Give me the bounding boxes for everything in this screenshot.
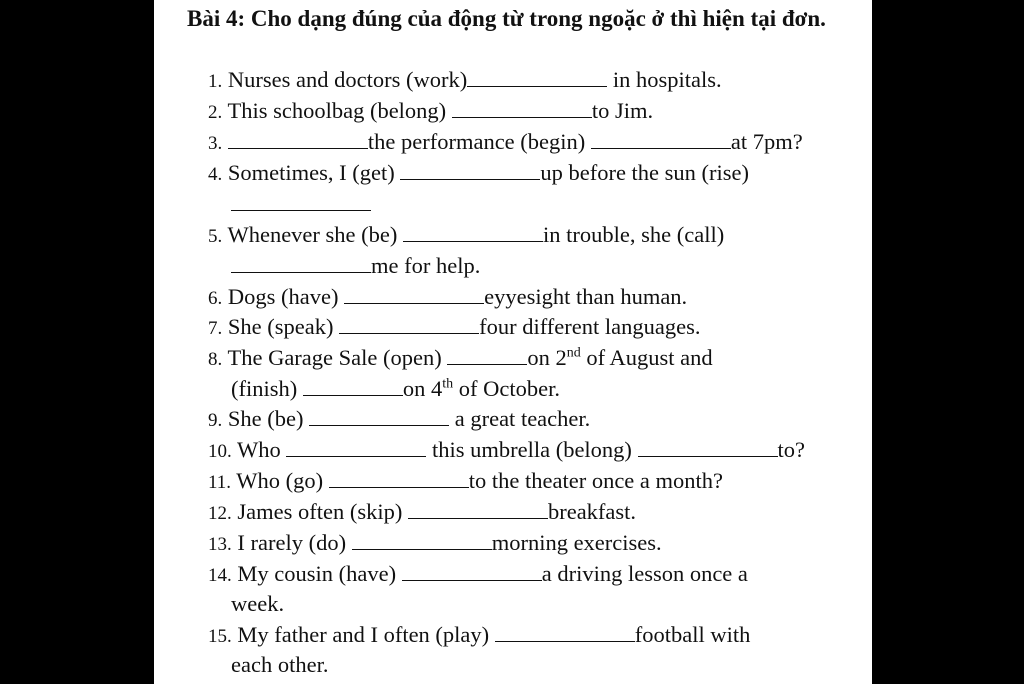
answer-blank[interactable] xyxy=(467,66,607,87)
answer-blank[interactable] xyxy=(452,97,592,118)
exercise-item-4-continued xyxy=(231,190,371,218)
item-number: 2. xyxy=(208,102,223,123)
exercise-item-7: 7. She (speak) four different languages. xyxy=(208,314,701,339)
answer-blank[interactable] xyxy=(408,498,548,519)
answer-blank[interactable] xyxy=(231,190,371,211)
exercise-item-8: 8. The Garage Sale (open) on 2nd of August and xyxy=(208,345,713,370)
answer-blank[interactable] xyxy=(447,344,527,365)
item-number: 1. xyxy=(208,71,223,92)
answer-blank[interactable] xyxy=(309,405,449,426)
exercise-item-14-continued: week. xyxy=(231,591,285,616)
answer-blank[interactable] xyxy=(638,436,778,457)
answer-blank[interactable] xyxy=(495,621,635,642)
exercise-item-6: 6. Dogs (have) eyyesight than human. xyxy=(208,284,688,309)
answer-blank[interactable] xyxy=(303,375,403,396)
exercise-title: Bài 4: Cho dạng đúng của động từ trong ngoặc ở thì hiện tại đơn. xyxy=(187,6,826,31)
exercise-item-14: 14. My cousin (have) a driving lesson once a xyxy=(208,561,748,586)
exercise-item-5-continued: me for help. xyxy=(231,252,480,280)
exercise-item-8-continued: (finish) on 4th of October. xyxy=(231,376,560,401)
item-number: 10. xyxy=(208,441,232,462)
exercise-item-1: 1. Nurses and doctors (work) in hospitals. xyxy=(208,67,722,92)
exercise-item-15-continued: each other. xyxy=(231,652,329,677)
item-number: 6. xyxy=(208,288,223,309)
item-number: 3. xyxy=(208,133,223,154)
answer-blank[interactable] xyxy=(286,436,426,457)
item-number: 4. xyxy=(208,164,223,185)
exercise-item-15: 15. My father and I often (play) football with xyxy=(208,622,751,647)
answer-blank[interactable] xyxy=(403,221,543,242)
exercise-item-5: 5. Whenever she (be) in trouble, she (call) xyxy=(208,222,725,247)
exercise-item-13: 13. I rarely (do) morning exercises. xyxy=(208,530,662,555)
answer-blank[interactable] xyxy=(400,159,540,180)
item-number: 13. xyxy=(208,534,232,555)
item-number: 9. xyxy=(208,410,223,431)
item-number: 11. xyxy=(208,472,232,493)
exercise-item-4: 4. Sometimes, I (get) up before the sun (rise) xyxy=(208,160,750,185)
answer-blank[interactable] xyxy=(344,283,484,304)
exercise-item-9: 9. She (be) a great teacher. xyxy=(208,406,591,431)
answer-blank[interactable] xyxy=(402,560,542,581)
item-number: 8. xyxy=(208,349,223,370)
answer-blank[interactable] xyxy=(339,313,479,334)
item-number: 12. xyxy=(208,503,232,524)
answer-blank[interactable] xyxy=(231,252,371,273)
item-number: 15. xyxy=(208,626,232,647)
exercise-item-11: 11. Who (go) to the theater once a month? xyxy=(208,468,724,493)
exercise-item-10: 10. Who this umbrella (belong) to? xyxy=(208,437,806,462)
worksheet-page xyxy=(154,0,872,684)
exercise-item-12: 12. James often (skip) breakfast. xyxy=(208,499,637,524)
exercise-item-2: 2. This schoolbag (belong) to Jim. xyxy=(208,98,654,123)
answer-blank[interactable] xyxy=(228,128,368,149)
answer-blank[interactable] xyxy=(329,467,469,488)
item-number: 14. xyxy=(208,565,232,586)
item-number: 7. xyxy=(208,318,223,339)
answer-blank[interactable] xyxy=(352,529,492,550)
answer-blank[interactable] xyxy=(591,128,731,149)
exercise-item-3: 3. the performance (begin) at 7pm? xyxy=(208,129,803,154)
item-number: 5. xyxy=(208,226,223,247)
